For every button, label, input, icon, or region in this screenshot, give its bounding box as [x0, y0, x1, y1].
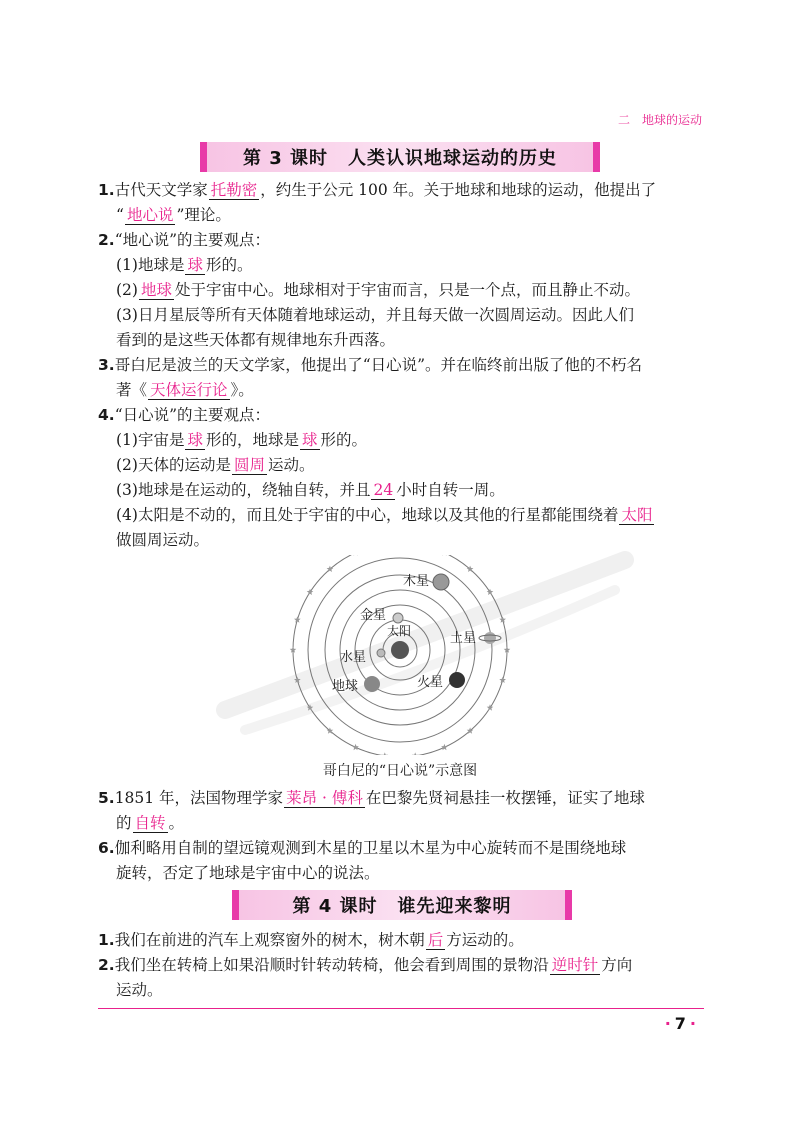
- point-text: 看到的是这些天体都有规律地东升西落。: [116, 331, 396, 349]
- question-text: 旋转，否定了地球是宇宙中心的说法。: [116, 864, 380, 882]
- question-text: 方运动的。: [446, 931, 524, 949]
- mars-icon: [449, 672, 465, 688]
- answer-blank[interactable]: 后: [427, 931, 444, 949]
- question-3-cont: [98, 378, 704, 402]
- question-5: [98, 786, 704, 810]
- question-6: [98, 836, 704, 860]
- star-icon: [381, 752, 388, 755]
- lesson-3-heading: 人类认识地球运动的历史: [348, 148, 558, 169]
- question-text: 方向: [601, 956, 633, 974]
- saturn-icon: [479, 632, 501, 644]
- question-1: [98, 178, 704, 202]
- sun-label: 太阳: [387, 624, 412, 638]
- point: [98, 453, 704, 477]
- question-number: 3.: [98, 356, 115, 374]
- point: [98, 303, 704, 327]
- point-cont: [98, 328, 704, 352]
- point-text: (4)太阳是不动的，而且处于宇宙的中心，地球以及其他的行星都能围绕着: [116, 506, 619, 524]
- point-text: 形的。: [320, 431, 368, 449]
- question-text: ”理论。: [176, 206, 231, 224]
- lesson-4-number: 第 4 课时: [292, 896, 378, 917]
- star-icon: [352, 744, 359, 750]
- question-text: 1851 年，法国物理学家: [114, 789, 284, 807]
- question-number: 1.: [98, 181, 115, 199]
- star-icon: [352, 555, 359, 556]
- question-number: 5.: [98, 789, 115, 807]
- point: [98, 478, 704, 502]
- answer-blank[interactable]: 球: [187, 256, 203, 274]
- point-text: (3)日月星辰等所有天体随着地球运动，并且每天做一次圆周运动。因此人们: [116, 306, 634, 324]
- chapter-tag: 二 地球的运动: [617, 113, 702, 127]
- answer-blank[interactable]: 地球: [140, 281, 172, 299]
- lesson-4-heading: 谁先迎来黎明: [397, 896, 512, 917]
- lesson-3-number: 第 3 课时: [242, 148, 329, 169]
- earth-icon: [364, 676, 380, 692]
- lesson-3-questions: [98, 178, 704, 553]
- lesson4-question-2-cont: [98, 978, 704, 1002]
- star-icon: [487, 589, 494, 595]
- question-text: 运动。: [116, 981, 163, 999]
- sun-icon: [391, 641, 409, 659]
- figure-caption: 哥白尼的“日心说”示意图: [322, 763, 478, 779]
- question-5-cont: [98, 811, 704, 835]
- question-3: [98, 353, 704, 377]
- question-text: 我们坐在转椅上如果沿顺时针转动转椅，他会看到周围的景物沿: [114, 956, 549, 974]
- earth-label: 地球: [332, 679, 359, 694]
- page-dot-left: ·: [664, 1014, 671, 1033]
- question-number: 1.: [98, 931, 115, 949]
- page-dot-right: ·: [689, 1014, 696, 1033]
- point-text: 做圆周运动。: [116, 531, 210, 549]
- question-6-cont: [98, 861, 704, 885]
- point-text: (2): [116, 281, 138, 299]
- question-text: 的: [116, 814, 132, 832]
- star-icon: [499, 616, 506, 622]
- answer-blank[interactable]: 球: [302, 431, 318, 449]
- question-text: “日心说”的主要观点：: [114, 406, 271, 424]
- point-text: 运动。: [267, 456, 315, 474]
- lesson-3-questions-2: [98, 786, 704, 886]
- answer-blank[interactable]: 莱昂 · 傅科: [286, 789, 363, 807]
- point-text: 小时自转一周。: [396, 481, 505, 499]
- lesson4-question-1: [98, 928, 704, 952]
- question-4: [98, 403, 704, 427]
- point-text: (2)天体的运动是: [116, 456, 231, 474]
- point: [98, 428, 704, 452]
- star-icon: [307, 589, 314, 595]
- venus-icon: [393, 613, 403, 623]
- answer-blank[interactable]: 托勒密: [210, 181, 258, 199]
- question-text: 。: [168, 814, 185, 832]
- point: [98, 253, 704, 277]
- heliocentric-diagram: [285, 555, 515, 755]
- answer-blank[interactable]: 逆时针: [551, 956, 599, 974]
- question-text: “: [116, 206, 124, 224]
- answer-blank[interactable]: 球: [187, 431, 203, 449]
- answer-blank[interactable]: 自转: [134, 814, 166, 832]
- venus-label: 金星: [360, 608, 387, 623]
- page-number-value: 7: [674, 1014, 686, 1033]
- answer-blank[interactable]: 天体运行论: [150, 381, 228, 399]
- answer-blank[interactable]: 圆周: [233, 456, 265, 474]
- question-text: 著《: [116, 381, 148, 399]
- answer-blank[interactable]: 地心说: [126, 206, 174, 224]
- question-number: 6.: [98, 839, 115, 857]
- question-text: 我们在前进的汽车上观察窗外的树木，树木朝: [114, 931, 425, 949]
- question-text: 哥白尼是波兰的天文学家，他提出了“日心说”。并在临终前出版了他的不朽名: [114, 356, 643, 374]
- star-icon: [294, 616, 301, 622]
- star-icon: [307, 704, 314, 710]
- lesson-3-title: [200, 142, 600, 172]
- answer-blank[interactable]: 太阳: [621, 506, 653, 524]
- question-text: 》。: [230, 381, 254, 399]
- star-icon: [441, 744, 448, 750]
- jupiter-icon: [433, 574, 449, 590]
- saturn-label: 土星: [450, 631, 477, 646]
- point-text: 形的，地球是: [205, 431, 299, 449]
- star-icon: [487, 704, 494, 710]
- star-icon: [412, 752, 419, 755]
- question-1-cont: [98, 203, 704, 227]
- point-text: (1)地球是: [116, 256, 185, 274]
- point-text: (1)宇宙是: [116, 431, 185, 449]
- jupiter-label: 木星: [403, 574, 430, 589]
- lesson-4-title: [232, 890, 572, 920]
- star-icon: [294, 677, 301, 683]
- question-text: 在巴黎先贤祠悬挂一枚摆锤，证实了地球: [365, 789, 645, 807]
- point-cont: [98, 528, 704, 552]
- mercury-label: 水星: [340, 650, 367, 665]
- point: [98, 503, 704, 527]
- page-number: [661, 1014, 700, 1033]
- lesson4-question-2: [98, 953, 704, 977]
- point-text: (3)地球是在运动的，绕轴自转，并且: [116, 481, 371, 499]
- star-icon: [441, 555, 448, 556]
- lesson-4-questions: [98, 928, 704, 1003]
- answer-blank[interactable]: 24: [373, 481, 394, 499]
- mercury-icon: [377, 649, 385, 657]
- question-text: 伽利略用自制的望远镜观测到木星的卫星以木星为中心旋转而不是围绕地球: [114, 839, 627, 857]
- question-text: ，约生于公元 100 年。关于地球和地球的运动，他提出了: [260, 181, 657, 199]
- mars-label: 火星: [417, 675, 444, 690]
- question-number: 2.: [98, 956, 115, 974]
- question-text: 古代天文学家: [114, 181, 208, 199]
- point-text: 处于宇宙中心。地球相对于宇宙而言，只是一个点，而且静止不动。: [174, 281, 640, 299]
- point-text: 形的。: [205, 256, 253, 274]
- star-icon: [499, 677, 506, 683]
- point: [98, 278, 704, 302]
- question-text: “地心说”的主要观点：: [114, 231, 271, 249]
- heliocentric-svg: [285, 555, 515, 755]
- footer-divider: [98, 1008, 704, 1009]
- question-number: 2.: [98, 231, 115, 249]
- question-2: [98, 228, 704, 252]
- question-number: 4.: [98, 406, 115, 424]
